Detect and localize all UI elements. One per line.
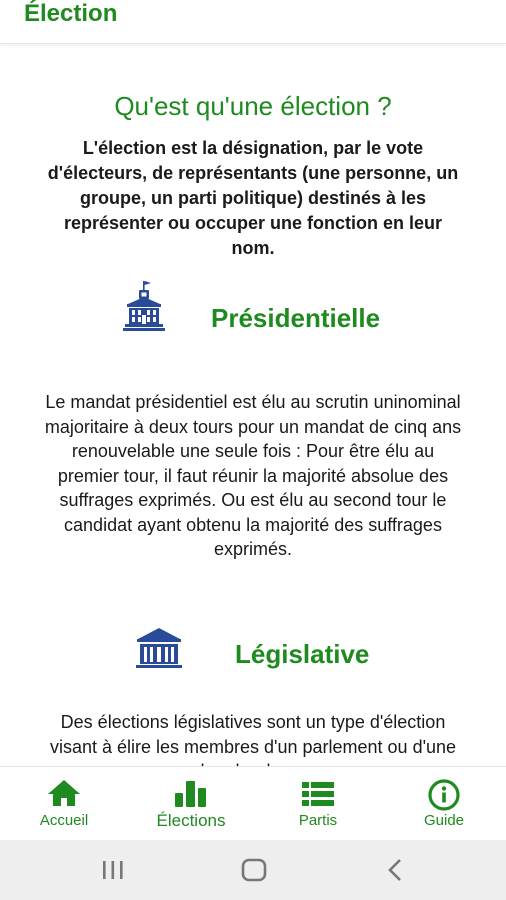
bar-chart-icon xyxy=(173,779,209,809)
back-icon[interactable] xyxy=(384,858,408,882)
bottom-navigation xyxy=(0,766,506,840)
section-presidential-title: Présidentielle xyxy=(211,303,381,333)
list-icon xyxy=(300,779,336,809)
nav-item-partis[interactable] xyxy=(268,767,368,841)
nav-label-accueil: Accueil xyxy=(39,812,89,829)
home-button-icon[interactable] xyxy=(240,858,268,882)
section-legislative-title: Législative xyxy=(235,639,370,669)
section-legislative-header xyxy=(0,626,506,690)
intro-text: L'élection est la désignation, par le vote d'électeurs, de représentants (une personne, un groupe, un parti politique) destinés à les représenter ou occuper une fonction en leur nom. xyxy=(47,138,459,258)
nav-label-partis: Partis xyxy=(298,812,338,829)
nav-item-elections[interactable] xyxy=(132,767,250,841)
nav-label-elections: Élections xyxy=(156,811,226,830)
section-presidential-text: Le mandat présidentiel est élu au scrutin uninominal majoritaire à deux tours pour un mandat de cinq ans renouvelable une seule fois : Pour être élu au premier tour, il faut réunir la majorité absolue des suffrages exprimés. Ou est élu au second tour le candidat ayant obtenu la majorité des suffrages exprimés. xyxy=(44,392,462,559)
page-title: Élection xyxy=(24,0,118,27)
info-icon xyxy=(427,779,461,813)
section-presidential-header xyxy=(0,280,506,344)
section-legislative-text: Des élections législatives sont un type d'élection visant à élire les membres d'un parlement ou d'une xyxy=(49,712,457,757)
system-navigation-bar xyxy=(0,840,506,900)
home-icon xyxy=(47,779,81,807)
nav-label-guide: Guide xyxy=(423,812,465,829)
intro-title: Qu'est qu'une élection ? xyxy=(114,91,392,121)
nav-item-accueil[interactable] xyxy=(14,767,114,841)
recent-apps-icon[interactable] xyxy=(100,858,126,882)
content-scroll-area[interactable] xyxy=(0,44,506,766)
city-hall-icon xyxy=(122,280,166,336)
app-bar xyxy=(0,0,506,44)
nav-item-guide[interactable] xyxy=(394,767,494,841)
parliament-building-icon xyxy=(134,626,184,672)
